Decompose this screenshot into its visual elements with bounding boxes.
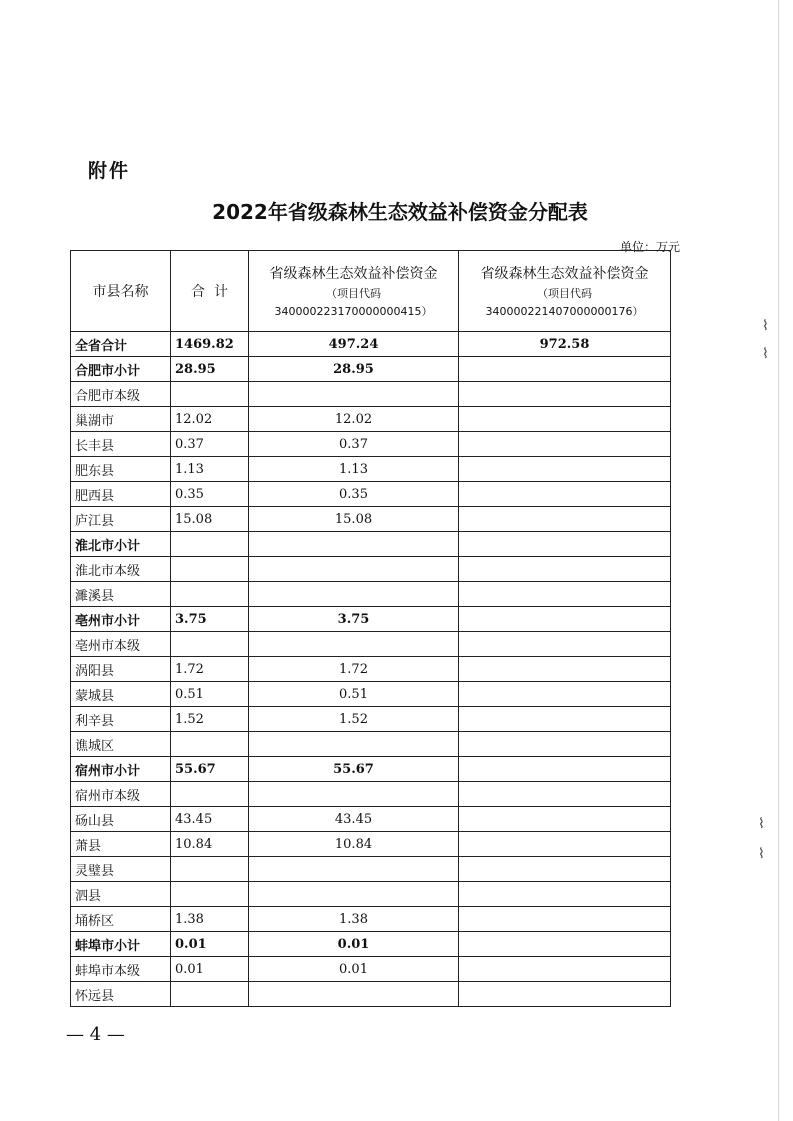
cell-total: 15.08	[171, 507, 249, 532]
table-row	[71, 907, 671, 932]
cell-fund-2	[459, 432, 671, 457]
unit-label: 单位：万元	[619, 240, 680, 254]
cell-city-name: 利辛县	[71, 707, 171, 732]
cell-total: 0.01	[171, 957, 249, 982]
cell-total	[171, 532, 249, 557]
cell-total	[171, 632, 249, 657]
cell-total: 1.38	[171, 907, 249, 932]
cell-total: 3.75	[171, 607, 249, 632]
cell-fund-1	[249, 782, 459, 807]
scan-mark: ⌇	[758, 816, 765, 832]
cell-fund-1: 1.13	[249, 457, 459, 482]
cell-fund-2: 972.58	[459, 332, 671, 357]
header-fund-2	[459, 251, 671, 332]
cell-fund-2	[459, 357, 671, 382]
header-fund-2-title: 省级森林生态效益补偿资金	[480, 266, 649, 282]
table-row	[71, 982, 671, 1007]
cell-fund-1: 10.84	[249, 832, 459, 857]
cell-fund-1: 0.01	[249, 957, 459, 982]
cell-city-name: 肥西县	[71, 482, 171, 507]
cell-city-name: 淮北市本级	[71, 557, 171, 582]
cell-fund-1: 43.45	[249, 807, 459, 832]
table-row	[71, 457, 671, 482]
subtotal-row	[71, 332, 671, 357]
cell-fund-2	[459, 857, 671, 882]
cell-city-name: 庐江县	[71, 507, 171, 532]
cell-total	[171, 982, 249, 1007]
cell-fund-1: 15.08	[249, 507, 459, 532]
table-row	[71, 582, 671, 607]
page-title: 2022年省级森林生态效益补偿资金分配表	[212, 200, 588, 224]
cell-total: 0.37	[171, 432, 249, 457]
table-row	[71, 882, 671, 907]
cell-fund-1: 1.38	[249, 907, 459, 932]
cell-fund-1	[249, 382, 459, 407]
cell-fund-1: 0.01	[249, 932, 459, 957]
header-fund-1-title: 省级森林生态效益补偿资金	[269, 266, 438, 282]
cell-fund-1: 497.24	[249, 332, 459, 357]
table-row	[71, 632, 671, 657]
cell-fund-1: 1.72	[249, 657, 459, 682]
table-row	[71, 832, 671, 857]
cell-fund-2	[459, 507, 671, 532]
cell-fund-2	[459, 457, 671, 482]
cell-city-name: 灵璧县	[71, 857, 171, 882]
cell-city-name: 涡阳县	[71, 657, 171, 682]
cell-fund-1	[249, 857, 459, 882]
subtotal-row	[71, 532, 671, 557]
header-fund-1-code-label: （项目代码	[326, 287, 381, 300]
table-row	[71, 657, 671, 682]
cell-city-name: 谯城区	[71, 732, 171, 757]
cell-fund-1: 1.52	[249, 707, 459, 732]
cell-fund-2	[459, 832, 671, 857]
cell-total: 1469.82	[171, 332, 249, 357]
cell-total: 12.02	[171, 407, 249, 432]
cell-fund-2	[459, 632, 671, 657]
cell-total: 55.67	[171, 757, 249, 782]
cell-fund-1: 3.75	[249, 607, 459, 632]
attachment-label: 附件	[88, 160, 131, 182]
page-number: — 4 —	[66, 1024, 125, 1045]
cell-city-name: 淮北市小计	[71, 532, 171, 557]
cell-total: 1.72	[171, 657, 249, 682]
cell-fund-1	[249, 557, 459, 582]
cell-fund-1	[249, 532, 459, 557]
scan-mark: ⌇	[762, 346, 769, 362]
cell-fund-1: 0.35	[249, 482, 459, 507]
table-row	[71, 382, 671, 407]
cell-city-name: 合肥市小计	[71, 357, 171, 382]
header-total	[171, 251, 249, 332]
cell-fund-1: 0.37	[249, 432, 459, 457]
table-row	[71, 432, 671, 457]
table-row	[71, 807, 671, 832]
cell-fund-1	[249, 982, 459, 1007]
table-row	[71, 507, 671, 532]
cell-fund-2	[459, 732, 671, 757]
cell-fund-1	[249, 732, 459, 757]
cell-city-name: 宿州市小计	[71, 757, 171, 782]
subtotal-row	[71, 757, 671, 782]
cell-city-name: 怀远县	[71, 982, 171, 1007]
cell-fund-2	[459, 907, 671, 932]
cell-fund-2	[459, 707, 671, 732]
cell-city-name: 长丰县	[71, 432, 171, 457]
table-header-row	[71, 251, 671, 332]
header-fund-1-code: 340000223170000000415）	[274, 305, 433, 318]
cell-city-name: 萧县	[71, 832, 171, 857]
cell-city-name: 亳州市小计	[71, 607, 171, 632]
subtotal-row	[71, 932, 671, 957]
cell-city-name: 巢湖市	[71, 407, 171, 432]
cell-total: 43.45	[171, 807, 249, 832]
cell-fund-2	[459, 682, 671, 707]
cell-fund-2	[459, 982, 671, 1007]
cell-total	[171, 732, 249, 757]
cell-city-name: 埇桥区	[71, 907, 171, 932]
cell-fund-1: 28.95	[249, 357, 459, 382]
header-total-label: 合 计	[191, 284, 228, 300]
cell-fund-2	[459, 582, 671, 607]
cell-fund-2	[459, 757, 671, 782]
table-row	[71, 782, 671, 807]
cell-fund-2	[459, 807, 671, 832]
table-row	[71, 407, 671, 432]
cell-total: 0.51	[171, 682, 249, 707]
cell-city-name: 合肥市本级	[71, 382, 171, 407]
cell-fund-1	[249, 582, 459, 607]
table-row	[71, 707, 671, 732]
cell-total	[171, 582, 249, 607]
cell-total: 28.95	[171, 357, 249, 382]
scan-mark: ⌇	[758, 846, 765, 862]
subtotal-row	[71, 357, 671, 382]
cell-fund-2	[459, 607, 671, 632]
cell-fund-2	[459, 882, 671, 907]
cell-fund-2	[459, 557, 671, 582]
header-fund-2-code-label: （项目代码	[537, 287, 592, 300]
cell-fund-2	[459, 407, 671, 432]
cell-total	[171, 857, 249, 882]
table-body	[71, 332, 671, 1007]
cell-total	[171, 782, 249, 807]
header-city-name	[71, 251, 171, 332]
page-edge-line	[778, 0, 779, 1121]
header-fund-2-code: 340000221407000000176）	[485, 305, 644, 318]
cell-fund-1: 12.02	[249, 407, 459, 432]
header-fund-1	[249, 251, 459, 332]
cell-city-name: 蚌埠市小计	[71, 932, 171, 957]
cell-fund-2	[459, 957, 671, 982]
header-city-name-label: 市县名称	[92, 284, 149, 300]
cell-total	[171, 382, 249, 407]
cell-fund-2	[459, 932, 671, 957]
cell-fund-1	[249, 882, 459, 907]
cell-fund-2	[459, 382, 671, 407]
cell-fund-2	[459, 782, 671, 807]
cell-fund-2	[459, 482, 671, 507]
cell-city-name: 砀山县	[71, 807, 171, 832]
cell-total: 0.01	[171, 932, 249, 957]
cell-city-name: 濉溪县	[71, 582, 171, 607]
cell-city-name: 全省合计	[71, 332, 171, 357]
cell-city-name: 亳州市本级	[71, 632, 171, 657]
cell-total	[171, 557, 249, 582]
cell-fund-2	[459, 532, 671, 557]
cell-city-name: 蒙城县	[71, 682, 171, 707]
allocation-table	[70, 250, 671, 1007]
cell-total: 0.35	[171, 482, 249, 507]
cell-fund-1: 55.67	[249, 757, 459, 782]
table-row	[71, 482, 671, 507]
table-row	[71, 682, 671, 707]
table-row	[71, 732, 671, 757]
cell-fund-2	[459, 657, 671, 682]
subtotal-row	[71, 607, 671, 632]
cell-total: 1.52	[171, 707, 249, 732]
table-row	[71, 957, 671, 982]
scan-mark: ⌇	[762, 318, 769, 334]
cell-fund-1	[249, 632, 459, 657]
table-row	[71, 557, 671, 582]
cell-city-name: 宿州市本级	[71, 782, 171, 807]
table-row	[71, 857, 671, 882]
cell-fund-1: 0.51	[249, 682, 459, 707]
cell-city-name: 泗县	[71, 882, 171, 907]
cell-total	[171, 882, 249, 907]
cell-city-name: 肥东县	[71, 457, 171, 482]
cell-total: 10.84	[171, 832, 249, 857]
cell-city-name: 蚌埠市本级	[71, 957, 171, 982]
cell-total: 1.13	[171, 457, 249, 482]
